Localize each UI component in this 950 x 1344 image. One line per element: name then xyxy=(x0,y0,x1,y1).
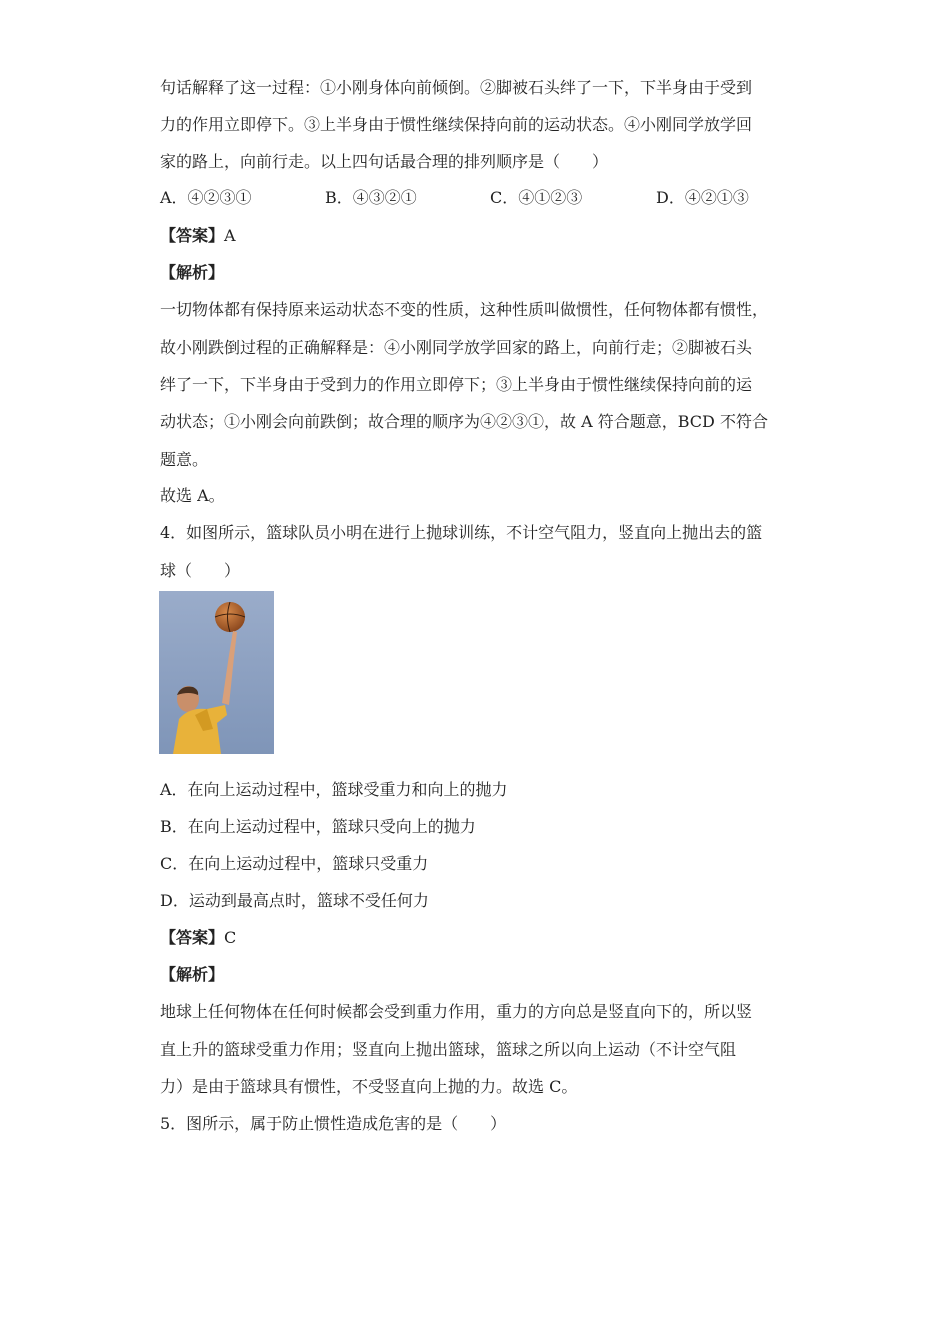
q3-analysis-line-3: 绊了一下，下半身由于受到力的作用立即停下；③上半身由于惯性继续保持向前的运 xyxy=(160,375,753,394)
q4-analysis-label: 【解析】 xyxy=(160,965,225,984)
q4-answer-value: C xyxy=(224,928,237,947)
q4-option-b: B．在向上运动过程中，篮球只受向上的抛力 xyxy=(160,817,476,836)
q3-conclusion: 故选 A。 xyxy=(160,486,225,505)
q3-option-d: D．④②①③ xyxy=(656,188,749,207)
q3-answer-value: A xyxy=(224,226,236,245)
q3-option-c: C．④①②③ xyxy=(490,188,583,207)
q4-stem-line-1: 4．如图所示，篮球队员小明在进行上抛球训练，不计空气阻力，竖直向上抛出去的篮 xyxy=(160,523,763,542)
q3-analysis-line-1: 一切物体都有保持原来运动状态不变的性质，这种性质叫做惯性，任何物体都有惯性， xyxy=(160,300,769,319)
q3-line-2: 力的作用立即停下。③上半身由于惯性继续保持向前的运动状态。④小刚同学放学回 xyxy=(160,115,753,134)
q4-stem-line-2: 球（ ） xyxy=(160,561,241,580)
q3-option-b: B．④③②① xyxy=(325,188,417,207)
q4-option-c: C．在向上运动过程中，篮球只受重力 xyxy=(160,854,429,873)
q4-analysis-line-2: 直上升的篮球受重力作用；竖直向上抛出篮球，篮球之所以向上运动（不计空气阻 xyxy=(160,1040,737,1059)
q3-analysis-line-4: 动状态；①小刚会向前跌倒；故合理的顺序为④②③①，故 A 符合题意，BCD 不符合 xyxy=(160,412,768,431)
q4-answer-label: 【答案】 xyxy=(160,928,225,947)
q3-line-3: 家的路上，向前行走。以上四句话最合理的排列顺序是（ ） xyxy=(160,152,609,171)
q3-option-a: A．④②③① xyxy=(160,188,252,207)
q4-analysis-line-3: 力）是由于篮球具有惯性，不受竖直向上抛的力。故选 C。 xyxy=(160,1077,578,1096)
q4-option-a: A．在向上运动过程中，篮球受重力和向上的抛力 xyxy=(160,780,508,799)
q4-analysis-line-1: 地球上任何物体在任何时候都会受到重力作用，重力的方向总是竖直向下的，所以竖 xyxy=(160,1002,753,1021)
q3-line-1: 句话解释了这一过程：①小刚身体向前倾倒。②脚被石头绊了一下，下半身由于受到 xyxy=(160,78,753,97)
q3-analysis-label: 【解析】 xyxy=(160,263,225,282)
q3-answer-label: 【答案】 xyxy=(160,226,225,245)
q3-answer xyxy=(160,226,236,246)
basketball-player-illustration xyxy=(159,591,274,754)
q3-analysis-line-5: 题意。 xyxy=(160,450,209,469)
q4-answer xyxy=(160,928,236,948)
q3-analysis-line-2: 故小刚跌倒过程的正确解释是：④小刚同学放学回家的路上，向前行走；②脚被石头 xyxy=(160,338,753,357)
basketball-player-photo xyxy=(159,591,274,754)
q5-stem: 5．图所示，属于防止惯性造成危害的是（ ） xyxy=(160,1114,507,1133)
q4-option-d: D．运动到最高点时，篮球不受任何力 xyxy=(160,891,429,910)
